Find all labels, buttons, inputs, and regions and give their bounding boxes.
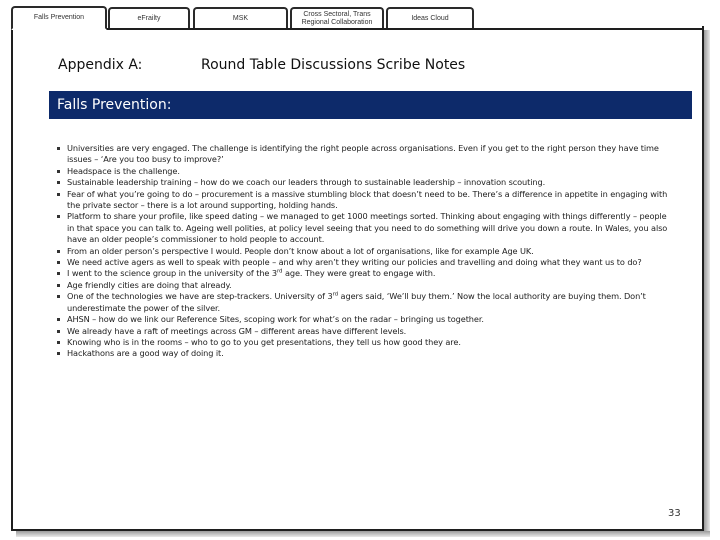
tab-divider	[107, 28, 704, 30]
tab-efrailty[interactable]	[108, 7, 190, 29]
note-item: Age friendly cities are doing that already.	[56, 280, 670, 291]
tab-ideas-cloud[interactable]	[386, 7, 474, 29]
note-item: Knowing who is in the rooms – who to go to you get presentations, they tell us how good they are.	[56, 337, 670, 348]
note-item: Platform to share your profile, like speed dating – we managed to get 1000 meetings sorted. Thinking about engaging with things differently – people in that space you can talk to. Ageing well polities, at policy level seeing that you need to do something will drive you down a route. In Wales, you also have an older people’s commissioner to hold people to account.	[56, 211, 670, 245]
note-item: AHSN – how do we link our Reference Sites, scoping work for what’s on the radar – bringing us together.	[56, 314, 670, 325]
tab-label: Falls Prevention	[33, 13, 85, 21]
page-number: 33	[668, 508, 681, 519]
note-item: Fear of what you’re going to do – procurement is a massive stumbling block that doesn’t need to be. There’s a difference in appetite in engaging with the private sector – there is a lot around supporting, holding hands.	[56, 189, 670, 212]
ordinal-suffix: rd	[276, 268, 283, 275]
tab-cross-sectoral[interactable]	[290, 7, 384, 29]
note-item: One of the technologies we have are step-trackers. University of 3rd agers said, ‘We’ll buy them.’ Now the local authority are buying them. Don’t underestimate the power of the silver.	[56, 291, 670, 314]
section-heading: Falls Prevention:	[57, 97, 172, 113]
tab-label: Cross Sectoral, Trans Regional Collaboration	[301, 10, 373, 26]
note-item: Headspace is the challenge.	[56, 166, 670, 177]
tab-msk[interactable]	[193, 7, 288, 29]
appendix-label: Appendix A:	[58, 57, 143, 73]
note-item: I went to the science group in the university of the 3rd age. They were great to engage with.	[56, 268, 670, 279]
ordinal-suffix: rd	[332, 291, 339, 298]
notes-list	[56, 143, 670, 360]
tab-label: Ideas Cloud	[411, 14, 449, 22]
section-banner	[49, 91, 692, 119]
tab-falls-prevention[interactable]	[11, 6, 107, 30]
tab-label: MSK	[232, 14, 249, 22]
note-item: Hackathons are a good way of doing it.	[56, 348, 670, 359]
tab-label: eFrailty	[137, 14, 161, 22]
slide-shadow	[16, 531, 710, 537]
note-item: From an older person’s perspective I would. People don’t know about a lot of organisations, like for example Age UK.	[56, 246, 670, 257]
note-item: Sustainable leadership training – how do we coach our leaders through to sustainable leadership – innovation scouting.	[56, 177, 670, 188]
page-title: Round Table Discussions Scribe Notes	[201, 57, 466, 73]
note-item: We need active agers as well to speak with people – and why aren’t they writing our policies and travelling and doing what they want us to do?	[56, 257, 670, 268]
note-item: We already have a raft of meetings across GM – different areas have different levels.	[56, 326, 670, 337]
note-item: Universities are very engaged. The challenge is identifying the right people across organisations. Even if you get to the right person they have time issues – ‘Are you too busy to improve?’	[56, 143, 670, 166]
slide-shadow	[704, 30, 710, 535]
